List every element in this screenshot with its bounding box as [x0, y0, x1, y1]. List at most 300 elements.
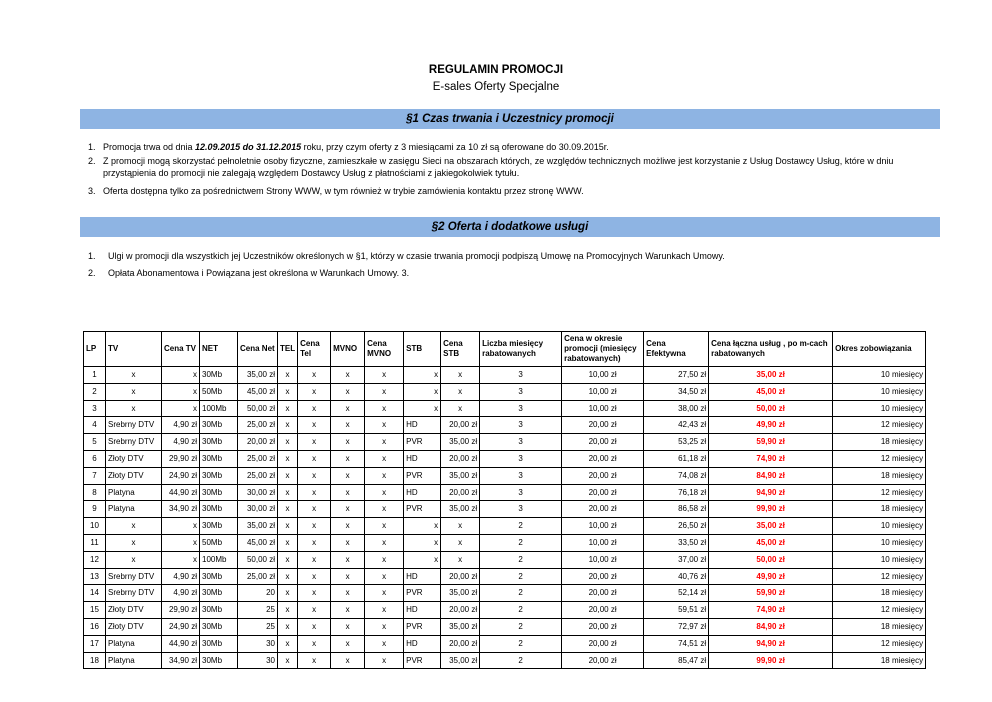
- table-cell: 12 miesięcy: [833, 635, 926, 652]
- section-2-heading: §2 Oferta i dodatkowe usługi: [80, 217, 940, 237]
- table-cell: 12 miesięcy: [833, 450, 926, 467]
- s1-item-2: [103, 155, 953, 179]
- table-cell: 24,90 zł: [162, 618, 200, 635]
- table-cell: 20,00 zł: [562, 635, 644, 652]
- table-cell: 3: [480, 501, 562, 518]
- table-cell: 53,25 zł: [644, 434, 709, 451]
- table-cell: x: [298, 534, 331, 551]
- table-cell: x: [365, 652, 404, 669]
- table-cell: 30Mb: [200, 652, 238, 669]
- table-cell: x: [441, 383, 480, 400]
- table-cell: Platyna: [106, 484, 162, 501]
- column-header: TV: [106, 332, 162, 367]
- table-cell: 2: [480, 652, 562, 669]
- table-cell: 3: [480, 467, 562, 484]
- table-cell: x: [331, 568, 365, 585]
- table-cell: 35,00 zł: [441, 652, 480, 669]
- table-row: [84, 417, 926, 434]
- table-cell: PVR: [404, 585, 441, 602]
- table-cell: 30Mb: [200, 367, 238, 384]
- table-cell: x: [278, 602, 298, 619]
- table-cell: 74,51 zł: [644, 635, 709, 652]
- table-cell: Srebrny DTV: [106, 434, 162, 451]
- s1-item-1-pre: Promocja trwa od dnia: [103, 142, 196, 152]
- table-cell: x: [162, 518, 200, 535]
- table-cell: 13: [84, 568, 106, 585]
- table-cell: 10,00 zł: [562, 367, 644, 384]
- table-cell: 30,00 zł: [238, 501, 278, 518]
- table-cell: Srebrny DTV: [106, 417, 162, 434]
- table-cell: 25,00 zł: [238, 568, 278, 585]
- table-cell: x: [298, 585, 331, 602]
- table-cell: PVR: [404, 434, 441, 451]
- table-cell: x: [106, 400, 162, 417]
- table-cell: 2: [480, 518, 562, 535]
- table-cell: x: [278, 618, 298, 635]
- table-cell: x: [278, 367, 298, 384]
- table-cell: 26,50 zł: [644, 518, 709, 535]
- table-cell: 45,00 zł: [238, 534, 278, 551]
- table-cell: x: [365, 635, 404, 652]
- table-cell: x: [365, 534, 404, 551]
- table-cell: x: [162, 383, 200, 400]
- table-cell: 50,00 zł: [238, 551, 278, 568]
- table-cell: 20,00 zł: [238, 434, 278, 451]
- table-cell: 34,50 zł: [644, 383, 709, 400]
- table-cell: 18 miesięcy: [833, 618, 926, 635]
- table-cell: 10,00 zł: [562, 551, 644, 568]
- table-cell: HD: [404, 417, 441, 434]
- s1-item-2-number: 2.: [88, 156, 96, 166]
- table-cell: 3: [480, 450, 562, 467]
- table-cell: 37,00 zł: [644, 551, 709, 568]
- table-cell: 10: [84, 518, 106, 535]
- table-cell: x: [441, 551, 480, 568]
- table-cell: 33,50 zł: [644, 534, 709, 551]
- table-cell: x: [365, 417, 404, 434]
- table-cell: 52,14 zł: [644, 585, 709, 602]
- table-row: [84, 652, 926, 669]
- s1-item-1-post: roku, przy czym oferty z 3 miesiącami za 10 zł są oferowane do 30.09.2015r.: [301, 142, 609, 152]
- table-cell: 24,90 zł: [162, 467, 200, 484]
- table-cell: 20,00 zł: [562, 450, 644, 467]
- table-cell: 94,90 zł: [709, 484, 833, 501]
- table-cell: 20,00 zł: [562, 484, 644, 501]
- table-cell: x: [404, 400, 441, 417]
- s2-item-2-number: 2.: [88, 268, 96, 278]
- table-cell: x: [331, 434, 365, 451]
- table-cell: x: [331, 484, 365, 501]
- column-header: Cena Net: [238, 332, 278, 367]
- table-cell: 45,00 zł: [709, 383, 833, 400]
- table-cell: 27,50 zł: [644, 367, 709, 384]
- table-cell: 25,00 zł: [238, 450, 278, 467]
- column-header: Okres zobowiązania: [833, 332, 926, 367]
- table-cell: 35,00 zł: [709, 518, 833, 535]
- table-cell: 14: [84, 585, 106, 602]
- table-cell: 10 miesięcy: [833, 534, 926, 551]
- table-cell: 2: [480, 534, 562, 551]
- table-cell: PVR: [404, 501, 441, 518]
- table-cell: x: [365, 467, 404, 484]
- table-cell: Złoty DTV: [106, 602, 162, 619]
- table-cell: 42,43 zł: [644, 417, 709, 434]
- table-cell: x: [298, 602, 331, 619]
- table-cell: x: [278, 467, 298, 484]
- s1-item-3-number: 3.: [88, 186, 96, 196]
- table-cell: 35,00 zł: [441, 618, 480, 635]
- table-cell: 35,00 zł: [441, 467, 480, 484]
- table-cell: x: [331, 534, 365, 551]
- table-cell: x: [404, 367, 441, 384]
- table-cell: Platyna: [106, 652, 162, 669]
- table-cell: 44,90 zł: [162, 635, 200, 652]
- table-cell: x: [365, 518, 404, 535]
- column-header: MVNO: [331, 332, 365, 367]
- table-cell: 2: [480, 602, 562, 619]
- table-cell: 6: [84, 450, 106, 467]
- table-cell: x: [331, 585, 365, 602]
- table-cell: x: [331, 467, 365, 484]
- table-cell: x: [365, 434, 404, 451]
- table-cell: x: [298, 383, 331, 400]
- table-row: [84, 450, 926, 467]
- table-cell: x: [365, 400, 404, 417]
- table-cell: x: [298, 400, 331, 417]
- table-cell: x: [365, 568, 404, 585]
- table-cell: 49,90 zł: [709, 568, 833, 585]
- s1-item-1: [103, 141, 609, 153]
- table-cell: 4: [84, 417, 106, 434]
- table-row: [84, 585, 926, 602]
- table-cell: x: [365, 618, 404, 635]
- table-cell: 76,18 zł: [644, 484, 709, 501]
- table-cell: x: [331, 450, 365, 467]
- table-row: [84, 568, 926, 585]
- table-cell: HD: [404, 602, 441, 619]
- table-cell: 10 miesięcy: [833, 518, 926, 535]
- table-cell: 2: [480, 551, 562, 568]
- table-cell: 44,90 zł: [162, 484, 200, 501]
- table-cell: 49,90 zł: [709, 417, 833, 434]
- table-cell: x: [106, 367, 162, 384]
- table-cell: 20,00 zł: [441, 602, 480, 619]
- table-cell: 20,00 zł: [441, 484, 480, 501]
- table-cell: 18 miesięcy: [833, 434, 926, 451]
- table-cell: x: [331, 383, 365, 400]
- table-cell: 100Mb: [200, 551, 238, 568]
- table-cell: 2: [480, 635, 562, 652]
- table-cell: 3: [480, 434, 562, 451]
- table-cell: 100Mb: [200, 400, 238, 417]
- table-row: [84, 367, 926, 384]
- table-cell: x: [106, 518, 162, 535]
- table-cell: 40,76 zł: [644, 568, 709, 585]
- table-cell: 72,97 zł: [644, 618, 709, 635]
- table-cell: x: [441, 400, 480, 417]
- table-cell: 12: [84, 551, 106, 568]
- table-cell: x: [298, 450, 331, 467]
- table-row: [84, 484, 926, 501]
- table-cell: HD: [404, 568, 441, 585]
- table-cell: x: [298, 551, 331, 568]
- table-cell: 25,00 zł: [238, 467, 278, 484]
- table-row: [84, 551, 926, 568]
- table-cell: PVR: [404, 618, 441, 635]
- table-cell: 86,58 zł: [644, 501, 709, 518]
- table-cell: Platyna: [106, 635, 162, 652]
- table-cell: 45,00 zł: [709, 534, 833, 551]
- s1-item-1-dates: 12.09.2015 do 31.12.2015: [195, 142, 302, 152]
- table-row: [84, 534, 926, 551]
- table-cell: x: [278, 484, 298, 501]
- s1-item-2-line-2: przystąpienia do promocji nie zalegają względem Dostawcy Usług z płatnościami z jakiegokolwiek tytułu.: [103, 168, 520, 178]
- table-cell: 12 miesięcy: [833, 417, 926, 434]
- table-cell: 74,90 zł: [709, 602, 833, 619]
- table-cell: 20,00 zł: [562, 501, 644, 518]
- table-cell: HD: [404, 450, 441, 467]
- table-cell: 3: [480, 383, 562, 400]
- table-header-row: [84, 332, 926, 367]
- table-cell: 30,00 zł: [238, 484, 278, 501]
- table-cell: 2: [480, 618, 562, 635]
- table-row: [84, 635, 926, 652]
- table-cell: 30Mb: [200, 417, 238, 434]
- table-cell: 99,90 zł: [709, 501, 833, 518]
- table-cell: x: [298, 501, 331, 518]
- table-cell: 8: [84, 484, 106, 501]
- table-cell: x: [106, 534, 162, 551]
- table-cell: 20: [238, 585, 278, 602]
- table-cell: x: [365, 450, 404, 467]
- table-cell: x: [278, 501, 298, 518]
- table-cell: 30Mb: [200, 434, 238, 451]
- table-cell: 20,00 zł: [562, 467, 644, 484]
- table-cell: 50,00 zł: [709, 551, 833, 568]
- table-row: [84, 383, 926, 400]
- column-header: Cena TV: [162, 332, 200, 367]
- table-cell: x: [365, 484, 404, 501]
- table-cell: 17: [84, 635, 106, 652]
- table-cell: x: [278, 518, 298, 535]
- table-row: [84, 501, 926, 518]
- table-cell: 94,90 zł: [709, 635, 833, 652]
- table-cell: x: [404, 534, 441, 551]
- document-subtitle: E-sales Oferty Specjalne: [432, 81, 560, 93]
- table-cell: 30Mb: [200, 568, 238, 585]
- table-cell: x: [441, 367, 480, 384]
- table-cell: 3: [480, 400, 562, 417]
- table-cell: 10 miesięcy: [833, 400, 926, 417]
- table-cell: x: [441, 518, 480, 535]
- table-cell: x: [162, 551, 200, 568]
- table-row: [84, 434, 926, 451]
- column-header: STB: [404, 332, 441, 367]
- s2-item-1-number: 1.: [88, 251, 96, 261]
- table-cell: 85,47 zł: [644, 652, 709, 669]
- table-cell: 10 miesięcy: [833, 551, 926, 568]
- table-cell: 35,00 zł: [441, 501, 480, 518]
- column-header: Cena w okresie promocji (miesięcy rabatowanych): [562, 332, 644, 367]
- table-cell: 9: [84, 501, 106, 518]
- column-header: Cena Tel: [298, 332, 331, 367]
- table-cell: 10,00 zł: [562, 400, 644, 417]
- table-cell: PVR: [404, 652, 441, 669]
- table-cell: 30Mb: [200, 467, 238, 484]
- table-cell: 30Mb: [200, 450, 238, 467]
- column-header: Cena Efektywna: [644, 332, 709, 367]
- table-cell: 25: [238, 602, 278, 619]
- table-cell: x: [331, 501, 365, 518]
- table-cell: 30Mb: [200, 635, 238, 652]
- table-cell: x: [365, 501, 404, 518]
- table-cell: x: [278, 568, 298, 585]
- table-cell: 59,51 zł: [644, 602, 709, 619]
- table-cell: 3: [480, 367, 562, 384]
- table-cell: 4,90 zł: [162, 434, 200, 451]
- table-cell: x: [278, 635, 298, 652]
- table-cell: 50Mb: [200, 383, 238, 400]
- table-cell: x: [278, 450, 298, 467]
- table-cell: 35,00 zł: [441, 434, 480, 451]
- table-cell: 10,00 zł: [562, 383, 644, 400]
- table-cell: 3: [480, 417, 562, 434]
- table-cell: x: [331, 652, 365, 669]
- table-cell: 20,00 zł: [562, 652, 644, 669]
- table-cell: 12 miesięcy: [833, 484, 926, 501]
- table-cell: 18 miesięcy: [833, 501, 926, 518]
- table-cell: 18 miesięcy: [833, 467, 926, 484]
- column-header: Cena łączna usług , po m-cach rabatowanych: [709, 332, 833, 367]
- table-cell: 35,00 zł: [441, 585, 480, 602]
- s2-item-1: Ulgi w promocji dla wszystkich jej Uczestników określonych w §1, którzy w czasie trwania promocji podpiszą Umowę na Promocyjnych Warunkach Umowy.: [108, 251, 725, 261]
- table-cell: 74,08 zł: [644, 467, 709, 484]
- table-cell: 3: [84, 400, 106, 417]
- table-cell: x: [298, 467, 331, 484]
- table-cell: x: [404, 383, 441, 400]
- pricing-table: [83, 331, 926, 669]
- column-header: Cena STB: [441, 332, 480, 367]
- column-header: TEL: [278, 332, 298, 367]
- table-cell: 20,00 zł: [562, 618, 644, 635]
- table-row: [84, 618, 926, 635]
- table-cell: x: [162, 534, 200, 551]
- table-cell: 30Mb: [200, 602, 238, 619]
- table-cell: 10 miesięcy: [833, 383, 926, 400]
- table-cell: x: [298, 618, 331, 635]
- table-cell: 18 miesięcy: [833, 652, 926, 669]
- table-cell: x: [331, 417, 365, 434]
- table-cell: 59,90 zł: [709, 434, 833, 451]
- table-cell: x: [162, 367, 200, 384]
- table-cell: 20,00 zł: [441, 417, 480, 434]
- table-cell: 16: [84, 618, 106, 635]
- table-cell: x: [441, 534, 480, 551]
- table-cell: Złoty DTV: [106, 618, 162, 635]
- table-cell: x: [278, 534, 298, 551]
- table-cell: 2: [480, 568, 562, 585]
- s1-item-1-number: 1.: [88, 142, 96, 152]
- table-cell: 30Mb: [200, 618, 238, 635]
- table-cell: 4,90 zł: [162, 585, 200, 602]
- column-header: NET: [200, 332, 238, 367]
- table-cell: 10 miesięcy: [833, 367, 926, 384]
- table-cell: 25,00 zł: [238, 417, 278, 434]
- table-cell: 10,00 zł: [562, 518, 644, 535]
- column-header: Cena MVNO: [365, 332, 404, 367]
- table-cell: x: [298, 367, 331, 384]
- section-1-heading: §1 Czas trwania i Uczestnicy promocji: [80, 109, 940, 129]
- table-cell: x: [298, 518, 331, 535]
- table-cell: x: [278, 652, 298, 669]
- table-cell: 30Mb: [200, 484, 238, 501]
- table-cell: 84,90 zł: [709, 467, 833, 484]
- table-cell: 59,90 zł: [709, 585, 833, 602]
- table-cell: 1: [84, 367, 106, 384]
- document-title: REGULAMIN PROMOCJI: [428, 64, 564, 76]
- table-cell: 20,00 zł: [562, 417, 644, 434]
- table-cell: x: [162, 400, 200, 417]
- table-cell: HD: [404, 635, 441, 652]
- table-cell: x: [365, 367, 404, 384]
- table-cell: 99,90 zł: [709, 652, 833, 669]
- table-cell: x: [278, 417, 298, 434]
- table-cell: 11: [84, 534, 106, 551]
- table-cell: x: [106, 383, 162, 400]
- s1-item-3: Oferta dostępna tylko za pośrednictwem Strony WWW, w tym również w trybie zamówienia kontaktu przez stronę WWW.: [103, 186, 584, 196]
- table-cell: 20,00 zł: [562, 434, 644, 451]
- table-cell: 35,00 zł: [238, 518, 278, 535]
- table-cell: 20,00 zł: [562, 602, 644, 619]
- table-cell: 25: [238, 618, 278, 635]
- table-row: [84, 518, 926, 535]
- table-cell: x: [298, 484, 331, 501]
- table-cell: 15: [84, 602, 106, 619]
- table-cell: x: [278, 585, 298, 602]
- s1-item-2-line-1: Z promocji mogą skorzystać pełnoletnie osoby fizyczne, zamieszkałe w zasięgu Sieci na obszarach których, ze względów technicznych możliwe jest korzystanie z Usług Dostawcy Usług, które w dniu: [103, 156, 894, 166]
- table-cell: 45,00 zł: [238, 383, 278, 400]
- table-cell: x: [365, 383, 404, 400]
- table-cell: x: [331, 602, 365, 619]
- table-cell: 5: [84, 434, 106, 451]
- table-cell: 50,00 zł: [709, 400, 833, 417]
- table-cell: 29,90 zł: [162, 450, 200, 467]
- table-cell: 20,00 zł: [562, 585, 644, 602]
- table-cell: 18 miesięcy: [833, 585, 926, 602]
- table-cell: 30Mb: [200, 501, 238, 518]
- table-row: [84, 602, 926, 619]
- table-cell: 34,90 zł: [162, 652, 200, 669]
- table-cell: 35,00 zł: [709, 367, 833, 384]
- table-cell: x: [331, 635, 365, 652]
- table-cell: 4,90 zł: [162, 417, 200, 434]
- table-cell: x: [298, 652, 331, 669]
- table-cell: x: [404, 518, 441, 535]
- table-row: [84, 400, 926, 417]
- table-body: [84, 367, 926, 669]
- table-cell: 50,00 zł: [238, 400, 278, 417]
- table-cell: 74,90 zł: [709, 450, 833, 467]
- table-cell: x: [365, 585, 404, 602]
- table-cell: 30: [238, 635, 278, 652]
- table-cell: x: [331, 551, 365, 568]
- table-cell: x: [331, 618, 365, 635]
- table-cell: 12 miesięcy: [833, 602, 926, 619]
- table-cell: x: [298, 417, 331, 434]
- table-row: [84, 467, 926, 484]
- table-cell: 18: [84, 652, 106, 669]
- table-cell: 12 miesięcy: [833, 568, 926, 585]
